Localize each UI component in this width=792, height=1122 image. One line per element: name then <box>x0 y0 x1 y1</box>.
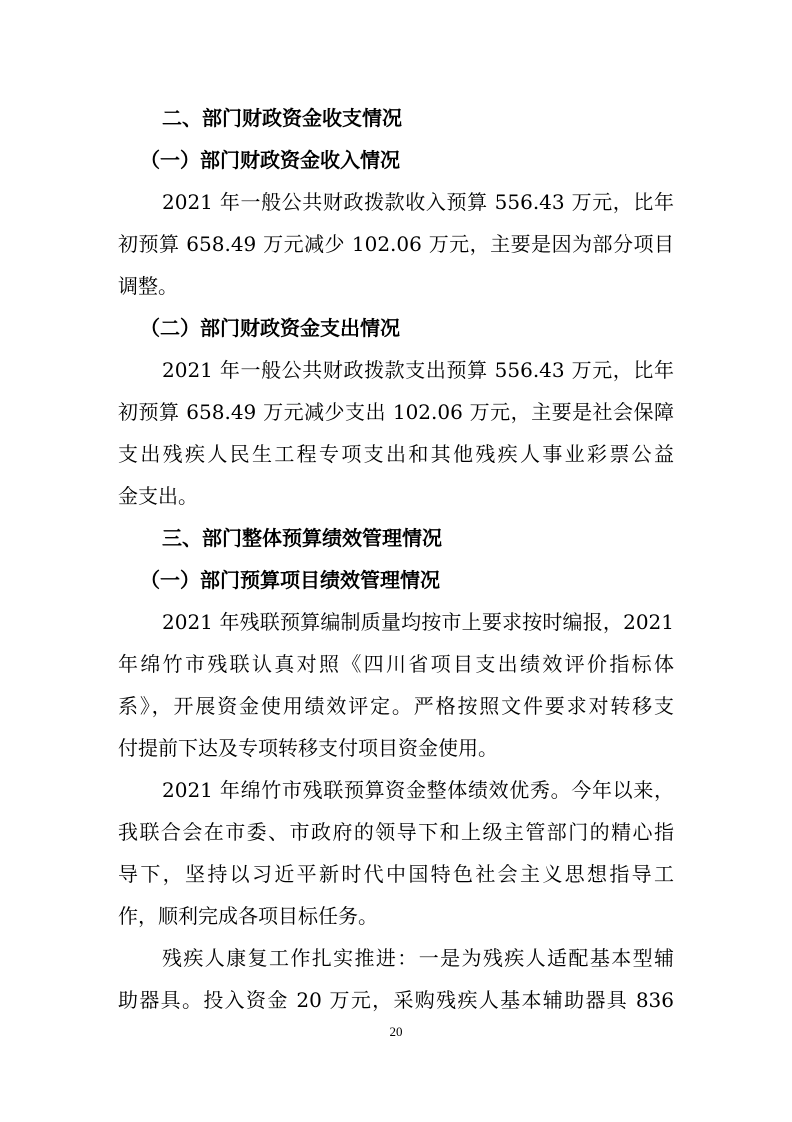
paragraph-line: 初预算 658.49 万元减少支出 102.06 万元，主要是社会保障 <box>118 400 674 424</box>
paragraph-line: 我联合会在市委、市政府的领导下和上级主管部门的精心指 <box>118 820 674 844</box>
paragraph-line: 调整。 <box>118 274 178 298</box>
paragraph-line: 金支出。 <box>118 484 198 508</box>
subsection-heading-2-2: （二）部门财政资金支出情况 <box>140 316 400 340</box>
section-heading-3: 三、部门整体预算绩效管理情况 <box>162 526 442 550</box>
paragraph-line: 作，顺利完成各项目标任务。 <box>118 904 378 928</box>
paragraph-line: 年绵竹市残联认真对照《四川省项目支出绩效评价指标体 <box>118 652 674 676</box>
paragraph-line: 支出残疾人民生工程专项支出和其他残疾人事业彩票公益 <box>118 442 674 466</box>
paragraph-line: 初预算 658.49 万元减少 102.06 万元，主要是因为部分项目 <box>118 232 674 256</box>
page-number: 20 <box>389 1024 403 1039</box>
subsection-heading-3-1: （一）部门预算项目绩效管理情况 <box>140 568 440 592</box>
section-heading-2: 二、部门财政资金收支情况 <box>162 106 402 130</box>
paragraph-line: 付提前下达及专项转移支付项目资金使用。 <box>118 736 498 760</box>
paragraph-line: 2021 年一般公共财政拨款支出预算 556.43 万元，比年 <box>162 358 674 382</box>
subsection-heading-2-1: （一）部门财政资金收入情况 <box>140 148 400 172</box>
paragraph-line: 2021 年残联预算编制质量均按市上要求按时编报，2021 <box>162 610 674 634</box>
paragraph-line: 系》，开展资金使用绩效评定。严格按照文件要求对转移支 <box>118 694 674 718</box>
paragraph-line: 2021 年绵竹市残联预算资金整体绩效优秀。今年以来， <box>162 778 674 802</box>
paragraph-line: 助器具。投入资金 20 万元，采购残疾人基本辅助器具 836 <box>118 988 674 1012</box>
paragraph-line: 2021 年一般公共财政拨款收入预算 556.43 万元，比年 <box>162 190 674 214</box>
paragraph-line: 残疾人康复工作扎实推进：一是为残疾人适配基本型辅 <box>162 946 674 970</box>
paragraph-line: 导下，坚持以习近平新时代中国特色社会主义思想指导工 <box>118 862 674 886</box>
